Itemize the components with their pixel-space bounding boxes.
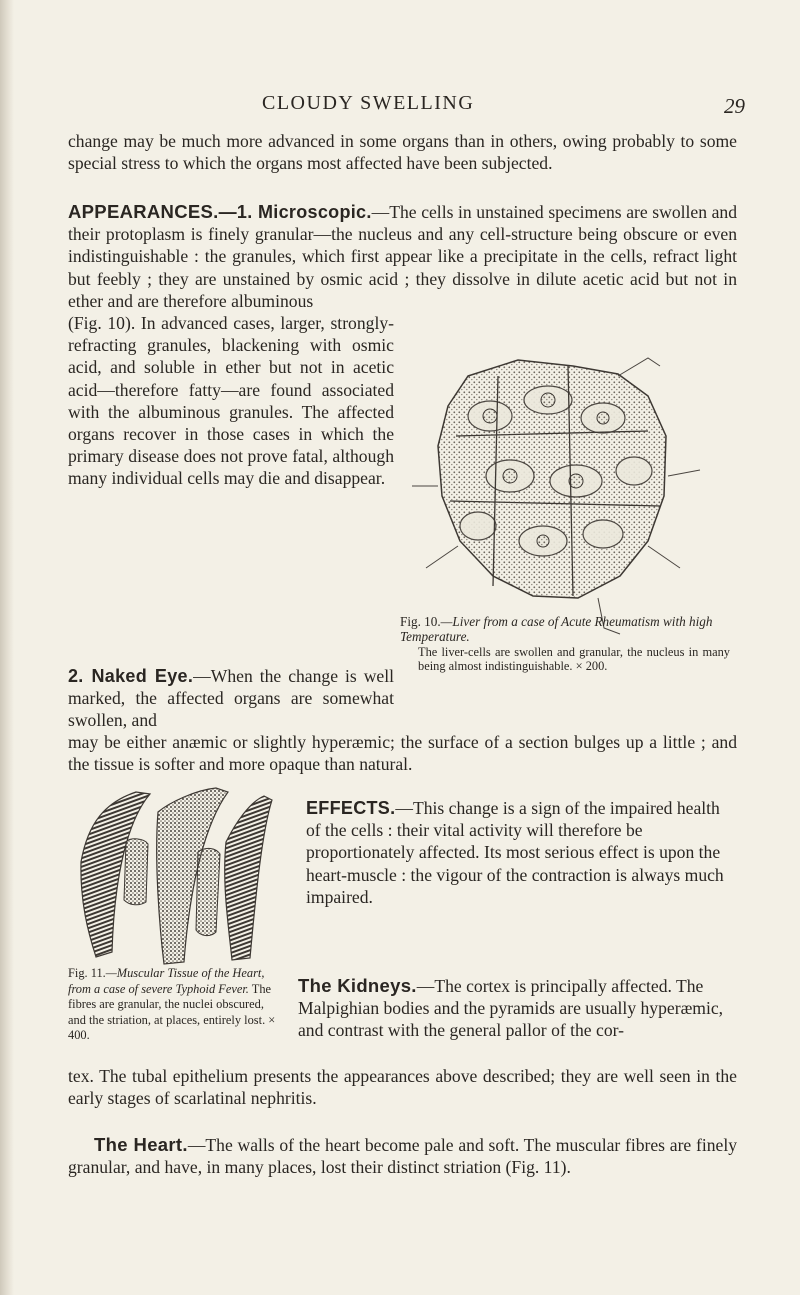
kidneys-heading: The Kidneys. bbox=[298, 975, 417, 996]
figure-11-caption bbox=[68, 966, 283, 1044]
page-gutter-shadow bbox=[0, 0, 14, 1295]
running-head: CLOUDY SWELLING bbox=[262, 92, 475, 114]
kidneys-wrap-text: —The cortex is principally affected. The Malpighian bodies and the pyramids are usually hyperæmic, and contrast with the general pallor of the cor- bbox=[298, 976, 724, 1041]
naked-eye-full-text: may be either anæmic or slightly hyperæmic; the surface of a section bulges up a little ; and the tissue is softer and more opaque than natural. bbox=[68, 732, 737, 775]
naked-eye-paragraph bbox=[68, 665, 394, 732]
figure-11-heart-muscle-illustration bbox=[66, 782, 274, 968]
appearances-paragraph bbox=[68, 201, 737, 312]
appearances-heading: APPEARANCES. bbox=[68, 201, 219, 222]
intro-paragraph bbox=[68, 130, 737, 174]
naked-eye-heading: 2. Naked Eye. bbox=[68, 666, 194, 686]
microscopic-subheading: —1. Microscopic. bbox=[218, 202, 372, 222]
intro-text: change may be much more advanced in some organs than in others, owing probably to some special stress to which the organs most affected have been subjected. bbox=[68, 131, 737, 174]
heart-text: —The walls of the heart become pale and soft. The muscular fibres are finely granular, and have, in many places, lost their distinct striation (Fig. 11). bbox=[68, 1135, 738, 1178]
effects-text: —This change is a sign of the impaired health of the cells : their vital activity will therefore be proportionately affected. Its most serious effect is upon the heart-muscle : the vigour of the contraction is always much impaired. bbox=[306, 798, 724, 907]
fig-10-title: —Liver from a case of Acute Rheumatism with high Temperature. bbox=[400, 614, 713, 644]
kidneys-paragraph bbox=[298, 975, 737, 1042]
page-number: 29 bbox=[724, 94, 745, 118]
figure-10-liver-illustration bbox=[398, 336, 728, 656]
fig-10-description: The liver-cells are swollen and granular, the nucleus in many being almost indistinguishable. × 200. bbox=[418, 644, 730, 674]
fig-11-title: —Muscular Tissue of the Heart, from a case of severe Typhoid Fever. bbox=[68, 966, 265, 996]
naked-eye-wrap-text: —When the change is well marked, the affected organs are somewhat swollen, and bbox=[68, 666, 394, 731]
effects-paragraph bbox=[306, 797, 737, 908]
kidneys-full-text: tex. The tubal epithelium presents the appearances above described; they are well seen in the early stages of scarlatinal nephritis. bbox=[68, 1066, 737, 1109]
fig-11-description: The fibres are granular, the nuclei obscured, and the striation, at places, entirely lost. × 400. bbox=[68, 981, 276, 1043]
kidneys-continued bbox=[68, 1065, 737, 1109]
fig-10-label: Fig. 10. bbox=[400, 614, 441, 629]
appearances-continued bbox=[68, 312, 394, 490]
fig-11-label: Fig. 11. bbox=[68, 966, 106, 980]
effects-heading: EFFECTS. bbox=[306, 798, 396, 818]
heart-paragraph bbox=[68, 1134, 737, 1178]
figure-10-caption bbox=[400, 615, 730, 674]
appearances-text: —The cells in unstained specimens are swollen and their protoplasm is finely granular—the nucleus and any cell-structure being obscure or even indistinguishable : the granules, which first appear like a precipitate in the cells, refract light but feebly ; they are unstained by osmic acid ; they dissolve in dilute acetic acid but not in ether and are therefore albuminous bbox=[68, 202, 737, 311]
appearances-wrap-text: (Fig. 10). In advanced cases, larger, strongly-refracting granules, blackening with osmic acid, and soluble in ether but not in acetic acid—therefore fatty—are found associated with the albuminous granules. The affected organs recover in those cases in which the primary disease does not prove fatal, although many individual cells may die and disappear. bbox=[68, 313, 394, 489]
heart-heading: The Heart. bbox=[94, 1134, 188, 1155]
naked-eye-continued bbox=[68, 731, 737, 775]
